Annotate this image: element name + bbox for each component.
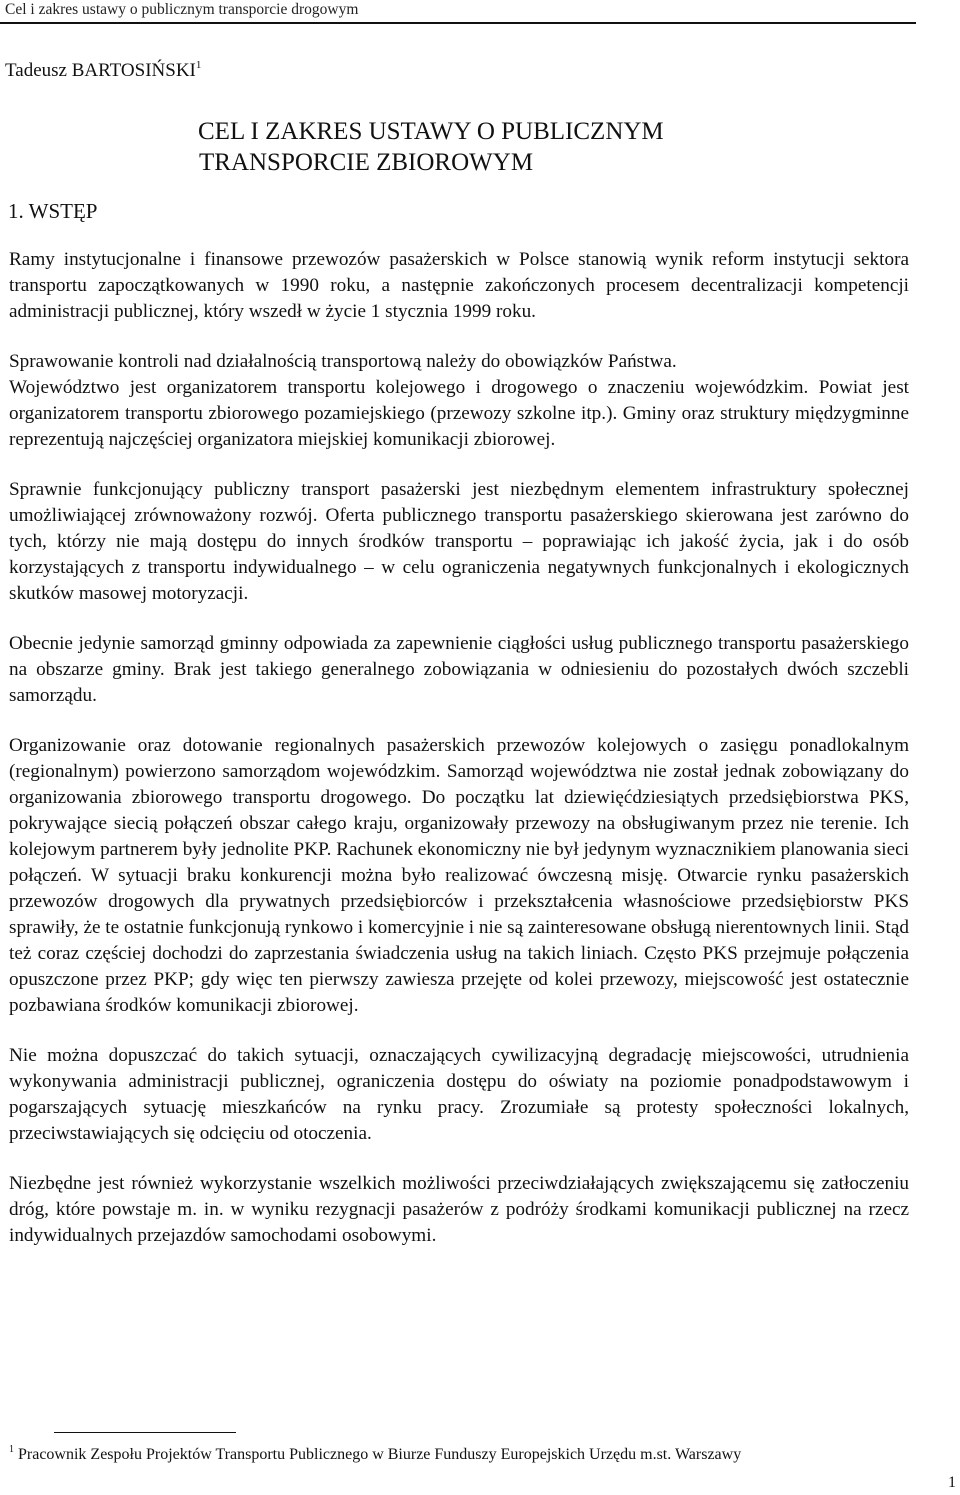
section-heading: 1. WSTĘP <box>8 199 98 223</box>
author-name: Tadeusz BARTOSIŃSKI <box>5 60 196 81</box>
paragraph-7: Nie można dopuszczać do takich sytuacji, oznaczających cywilizacyjną degradację miejscowości, utrudnienia wykonywania administracji publicznej, ograniczenia dostępu do oświaty na poziomie ponadpodstawowym i pogarszających sytuację mieszkańców na rynku pracy. Zrozumiałe są protesty społeczności lokalnych, przeciwstawiających się odcięciu od otoczenia. <box>9 1045 909 1144</box>
title-line-2: TRANSPORCIE ZBIOROWYM <box>199 149 534 176</box>
footnote-separator <box>54 1432 236 1433</box>
paragraph-8: Niezbędne jest również wykorzystanie wszelkich możliwości przeciwdziałających zwiększającemu się zatłoczeniu dróg, które powstaje m. in. w wyniku rezygnacji pasażerów z podróży środkami komunikacji publicznej na rzecz indywidualnych przejazdów samochodami osobowymi. <box>9 1173 909 1246</box>
footnote-mark: 1 <box>9 1444 14 1455</box>
paragraph-1: Ramy instytucjonalne i finansowe przewozów pasażerskich w Polsce stanowią wynik reform instytucji sektora transportu zapoczątkowanych w 1990 roku, a następnie zakończonych procesem decentralizacji kompetencji administracji publicznej, który wszedł w życie 1 stycznia 1999 roku. <box>9 249 909 322</box>
author-footnote-mark: 1 <box>195 59 202 71</box>
author-line <box>5 59 201 82</box>
paragraph-3: Województwo jest organizatorem transportu kolejowego i drogowego o znaczeniu wojewódzkim. Powiat jest organizatorem transportu zbiorowego pozamiejskiego (przewozy szkolne itp.). Gminy oraz struktury międzygminne reprezentują najczęściej organizatora miejskiej komunikacji zbiorowej. <box>9 377 909 450</box>
title-line-1: CEL I ZAKRES USTAWY O PUBLICZNYM <box>198 118 664 145</box>
page-number: 1 <box>948 1474 956 1491</box>
footnote <box>9 1444 741 1464</box>
paragraph-5: Obecnie jedynie samorząd gminny odpowiada za zapewnienie ciągłości usług publicznego transportu pasażerskiego na obszarze gminy. Brak jest takiego generalnego zobowiązania w odniesieniu do pozostałych dwóch szczebli samorządu. <box>9 633 909 706</box>
paragraph-2: Sprawowanie kontroli nad działalnością transportową należy do obowiązków Państwa. <box>9 351 677 372</box>
running-title: Cel i zakres ustawy o publicznym transporcie drogowym <box>5 1 359 18</box>
article-title <box>198 116 664 178</box>
paragraph-4: Sprawnie funkcjonujący publiczny transport pasażerski jest niezbędnym elementem infrastruktury społecznej umożliwiającej zrównoważony rozwój. Oferta publicznego transportu pasażerskiego skierowana jest zarówno do tych, którzy nie mają dostępu do innych środków transportu – poprawiając ich jakość życia, jak i do osób korzystających z transportu indywidualnego – w celu ograniczenia negatywnych funkcjonalnych i ekologicznych skutków masowej motoryzacji. <box>9 479 909 604</box>
paragraph-6: Organizowanie oraz dotowanie regionalnych pasażerskich przewozów kolejowych o zasięgu ponadlokalnym (regionalnym) powierzono samorządom wojewódzkim. Samorząd województwa nie został jednak zobowiązany do organizowania zbiorowego transportu drogowego. Do początku lat dziewięćdziesiątych przedsiębiorstwa PKS, pokrywające siecią połączeń obszar całego kraju, organizowały przewozy na obsługiwanym przez nie terenie. Ich kolejowym partnerem były jednolite PKP. Rachunek ekonomiczny nie był jedynym wyznacznikiem planowania sieci połączeń. W sytuacji braku konkurencji można było realizować ówczesną misję. Otwarcie rynku pasażerskich przewozów drogowych dla prywatnych przedsiębiorców i przekształcenia własnościowe przedsiębiorstw PKS sprawiły, że te ostatnie funkcjonują rynkowo i komercyjnie i nie są zainteresowane obsługą nierentownych linii. Stąd też coraz częściej dochodzi do zaprzestania świadczenia usług na takich liniach. Często PKS przejmuje połączenia opuszczone przez PKP; gdy więc ten pierwszy zawiesza przejęte od kolei przewozy, miejscowość jest ostatecznie pozbawiana środków komunikacji zbiorowej. <box>9 735 909 1016</box>
body-text <box>9 247 909 1273</box>
footnote-text: Pracownik Zespołu Projektów Transportu Publicznego w Biurze Funduszy Europejskich Urzędu m.st. Warszawy <box>18 1446 742 1463</box>
running-header <box>0 0 916 24</box>
